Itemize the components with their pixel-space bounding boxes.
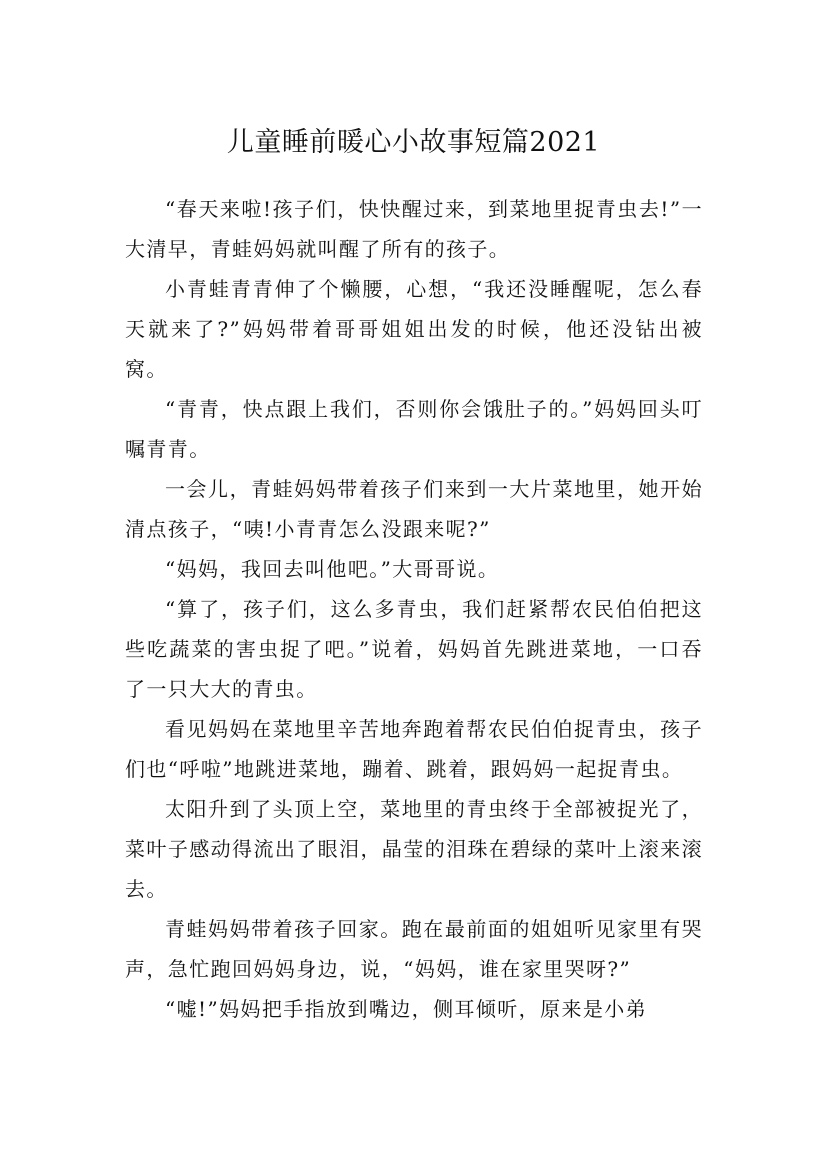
paragraph: 太阳升到了头顶上空，菜地里的青虫终于全部被捉光了，菜叶子感动得流出了眼泪，晶莹的泪珠在碧绿的菜叶上滚来滚去。 xyxy=(125,797,703,901)
paragraph: “妈妈，我回去叫他吧。”大哥哥说。 xyxy=(165,557,500,581)
paragraph: 一会儿，青蛙妈妈带着孩子们来到一大片菜地里，她开始清点孩子，“咦!小青青怎么没跟来呢?” xyxy=(125,477,703,541)
paragraph: “嘘!”妈妈把手指放到嘴边，侧耳倾听，原来是小弟 xyxy=(165,997,648,1021)
paragraph: “青青，快点跟上我们，否则你会饿肚子的。”妈妈回头叮嘱青青。 xyxy=(125,397,703,461)
paragraph: 青蛙妈妈带着孩子回家。跑在最前面的姐姐听见家里有哭声，急忙跑回妈妈身边，说，“妈妈，谁在家里哭呀?” xyxy=(125,917,703,981)
paragraph: “算了，孩子们，这么多青虫，我们赶紧帮农民伯伯把这些吃蔬菜的害虫捉了吧。”说着，妈妈首先跳进菜地，一口吞了一只大大的青虫。 xyxy=(125,597,703,701)
paragraph: “春天来啦!孩子们，快快醒过来，到菜地里捉青虫去!”一大清早，青蛙妈妈就叫醒了所有的孩子。 xyxy=(125,197,703,261)
paragraph: 小青蛙青青伸了个懒腰，心想，“我还没睡醒呢，怎么春天就来了?”妈妈带着哥哥姐姐出发的时候，他还没钻出被窝。 xyxy=(125,277,703,381)
paragraph: 看见妈妈在菜地里辛苦地奔跑着帮农民伯伯捉青虫，孩子们也“呼啦”地跳进菜地，蹦着、跳着，跟妈妈一起捉青虫。 xyxy=(125,717,703,781)
document-body xyxy=(125,189,703,1029)
document-title: 儿童睡前暖心小故事短篇2021 xyxy=(226,127,601,159)
